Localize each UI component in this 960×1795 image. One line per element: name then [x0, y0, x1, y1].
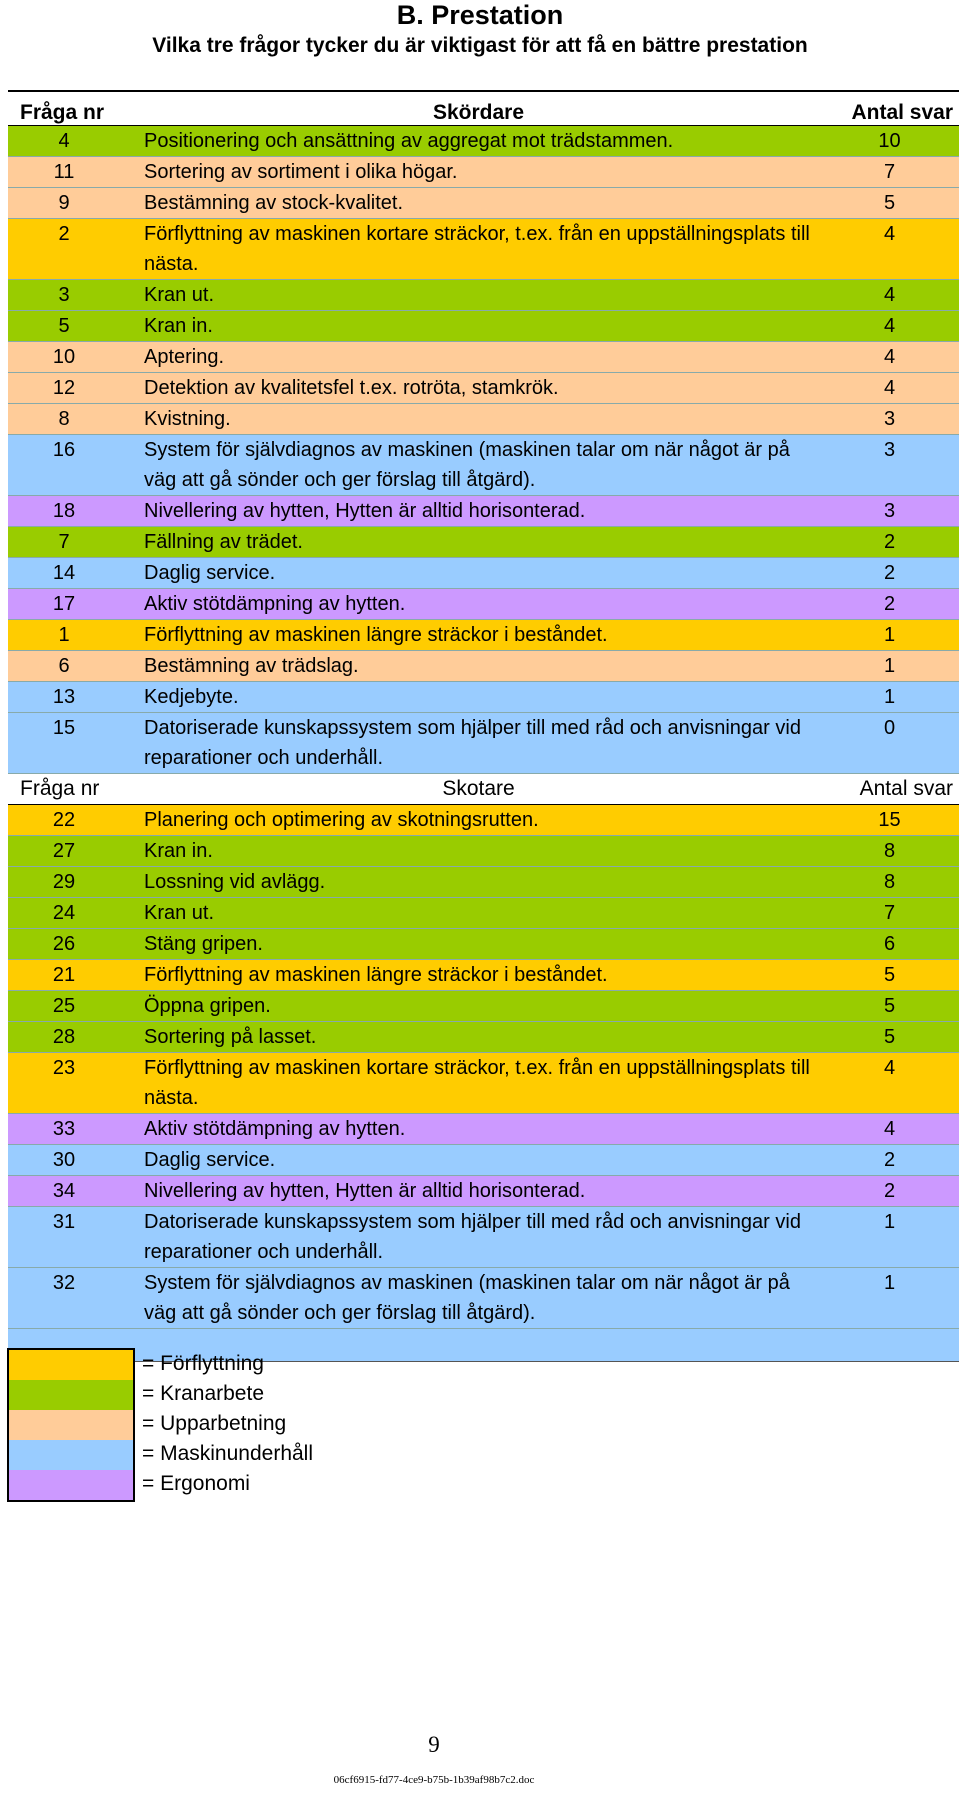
- table-row: [8, 527, 959, 558]
- question-nr: 21: [52, 964, 76, 986]
- question-text: Bestämning av stock-kvalitet.: [144, 192, 403, 214]
- question-nr: 18: [52, 500, 76, 522]
- question-text: Kran ut.: [144, 284, 215, 306]
- answer-count: 7: [883, 161, 896, 183]
- question-text: Planering och optimering av skotningsrutten.: [144, 809, 539, 831]
- question-nr: 14: [52, 562, 76, 584]
- question-text: Kvistning.: [144, 408, 231, 430]
- legend-swatches: [7, 1348, 135, 1502]
- question-text: Stäng gripen.: [144, 933, 263, 955]
- question-nr: 6: [58, 655, 70, 677]
- question-nr: 4: [58, 130, 70, 152]
- question-nr: 34: [52, 1180, 76, 1202]
- page-title: B. Prestation: [396, 0, 564, 30]
- answer-count: 5: [883, 192, 896, 214]
- question-text: Fällning av trädet.: [144, 531, 303, 553]
- answer-count: 15: [878, 809, 901, 831]
- question-text: Öppna gripen.: [144, 995, 271, 1017]
- answer-count: 8: [883, 840, 896, 862]
- question-nr: 2: [58, 223, 70, 245]
- question-nr: 29: [52, 871, 76, 893]
- answer-count: 2: [883, 1149, 896, 1171]
- table-row: [8, 126, 959, 157]
- question-text: Förflyttning av maskinen kortare sträckor, t.ex. från en uppställningsplats till nästa.: [144, 1057, 810, 1109]
- legend-label-forflyttning: = Förflyttning: [142, 1352, 264, 1375]
- answer-count: 1: [883, 1211, 896, 1233]
- answer-count: 3: [883, 439, 896, 461]
- question-text: Nivellering av hytten, Hytten är alltid horisonterad.: [144, 1180, 586, 1202]
- table-row: [8, 991, 959, 1022]
- table-row: [8, 157, 959, 188]
- question-nr: 10: [52, 346, 76, 368]
- table-row: [8, 898, 959, 929]
- question-nr: 26: [52, 933, 76, 955]
- question-text: Bestämning av trädslag.: [144, 655, 359, 677]
- question-text: System för självdiagnos av maskinen (maskinen talar om när något är på väg att gå sönder och ger förslag till åtgärd).: [144, 1272, 790, 1324]
- question-text: Sortering på lasset.: [144, 1026, 317, 1048]
- question-text: Kran in.: [144, 840, 213, 862]
- table-row: [8, 496, 959, 527]
- question-text: Detektion av kvalitetsfel t.ex. rotröta, stamkrök.: [144, 377, 559, 399]
- table-row: [8, 836, 959, 867]
- table-row: [8, 1268, 959, 1329]
- question-nr: 12: [52, 377, 76, 399]
- answer-count: 4: [883, 223, 896, 245]
- question-nr: 27: [52, 840, 76, 862]
- question-nr: 5: [58, 315, 70, 337]
- question-nr: 16: [52, 439, 76, 461]
- question-nr: 32: [52, 1272, 76, 1294]
- table-row: [8, 404, 959, 435]
- header-machine: Skotare: [442, 777, 515, 800]
- header-machine: Skördare: [432, 101, 525, 124]
- legend-swatch-kranarbete: [9, 1380, 133, 1410]
- legend-swatch-forflyttning: [9, 1350, 133, 1380]
- page-subtitle: Vilka tre frågor tycker du är viktigast för att få en bättre prestation: [152, 34, 808, 57]
- table-row: [8, 805, 959, 836]
- table-row: [8, 373, 959, 404]
- table-row: [8, 435, 959, 496]
- table-row: [8, 620, 959, 651]
- table-row: [8, 219, 959, 280]
- table-row: [8, 558, 959, 589]
- question-nr: 22: [52, 809, 76, 831]
- legend-label-maskinunderhall: = Maskinunderhåll: [142, 1442, 314, 1465]
- question-nr: 8: [58, 408, 70, 430]
- table-row: [8, 682, 959, 713]
- skotare-header: [8, 774, 959, 805]
- question-nr: 13: [52, 686, 76, 708]
- table-row: [8, 311, 959, 342]
- document-reference: 06cf6915-fd77-4ce9-b75b-1b39af98b7c2.doc: [333, 1774, 535, 1786]
- table-row: [8, 1207, 959, 1268]
- question-text: Daglig service.: [144, 1149, 276, 1171]
- table-row: [8, 1176, 959, 1207]
- table-row: [8, 1145, 959, 1176]
- table-row: [8, 589, 959, 620]
- answer-count: 2: [883, 1180, 896, 1202]
- table-row: [8, 1114, 959, 1145]
- legend-label-ergonomi: = Ergonomi: [142, 1472, 250, 1495]
- header-question-nr: Fråga nr: [20, 777, 100, 800]
- question-nr: 1: [58, 624, 70, 646]
- question-text: Aktiv stötdämpning av hytten.: [144, 593, 406, 615]
- question-nr: 28: [52, 1026, 76, 1048]
- table-row: [8, 960, 959, 991]
- answer-count: 2: [883, 593, 896, 615]
- answer-count: 10: [878, 130, 901, 152]
- header-question-nr: Fråga nr: [20, 101, 105, 124]
- header-answer-count: Antal svar: [851, 101, 953, 124]
- question-nr: 9: [58, 192, 70, 214]
- answer-count: 4: [883, 1118, 896, 1140]
- question-nr: 7: [58, 531, 70, 553]
- question-nr: 15: [52, 717, 76, 739]
- answer-count: 4: [883, 315, 896, 337]
- question-text: Nivellering av hytten, Hytten är alltid horisonterad.: [144, 500, 586, 522]
- answer-count: 1: [883, 1272, 896, 1294]
- answer-count: 5: [883, 995, 896, 1017]
- answer-count: 0: [883, 717, 896, 739]
- answer-count: 1: [883, 686, 896, 708]
- table-row: [8, 188, 959, 219]
- header-answer-count: Antal svar: [859, 777, 953, 800]
- answer-count: 2: [883, 562, 896, 584]
- question-text: Lossning vid avlägg.: [144, 871, 326, 893]
- page-number: 9: [428, 1732, 440, 1757]
- answer-count: 7: [883, 902, 896, 924]
- question-nr: 33: [52, 1118, 76, 1140]
- skotare-rows: [8, 805, 959, 1329]
- question-text: Förflyttning av maskinen längre sträckor i beståndet.: [144, 624, 608, 646]
- answer-count: 3: [883, 500, 896, 522]
- question-text: Positionering och ansättning av aggregat mot trädstammen.: [144, 130, 674, 152]
- answer-count: 4: [883, 1057, 896, 1079]
- answer-count: 4: [883, 346, 896, 368]
- question-text: Datoriserade kunskapssystem som hjälper till med råd och anvisningar vid reparationer och underhåll.: [144, 1211, 801, 1263]
- answer-count: 4: [883, 377, 896, 399]
- question-text: Aktiv stötdämpning av hytten.: [144, 1118, 406, 1140]
- question-nr: 17: [52, 593, 76, 615]
- question-nr: 25: [52, 995, 76, 1017]
- question-nr: 3: [58, 284, 70, 306]
- skordare-rows: [8, 126, 959, 774]
- question-text: System för självdiagnos av maskinen (maskinen talar om när något är på väg att gå sönder och ger förslag till åtgärd).: [144, 439, 790, 491]
- results-table: [8, 90, 959, 1362]
- legend-labels: [142, 1348, 313, 1498]
- answer-count: 1: [883, 655, 896, 677]
- answer-count: 2: [883, 531, 896, 553]
- question-text: Förflyttning av maskinen kortare sträckor, t.ex. från en uppställningsplats till nästa.: [144, 223, 810, 275]
- question-text: Kran in.: [144, 315, 213, 337]
- legend-swatch-ergonomi: [9, 1470, 133, 1500]
- table-row: [8, 342, 959, 373]
- table-row: [8, 651, 959, 682]
- question-text: Aptering.: [144, 346, 225, 368]
- skordare-header: [8, 90, 959, 126]
- answer-count: 1: [883, 624, 896, 646]
- legend-swatch-upparbetning: [9, 1410, 133, 1440]
- answer-count: 5: [883, 1026, 896, 1048]
- answer-count: 4: [883, 284, 896, 306]
- question-text: Förflyttning av maskinen längre sträckor i beståndet.: [144, 964, 608, 986]
- table-row: [8, 867, 959, 898]
- table-row: [8, 929, 959, 960]
- question-nr: 31: [52, 1211, 76, 1233]
- question-text: Kedjebyte.: [144, 686, 239, 708]
- table-row: [8, 713, 959, 774]
- table-row: [8, 280, 959, 311]
- question-nr: 24: [52, 902, 76, 924]
- answer-count: 3: [883, 408, 896, 430]
- question-text: Daglig service.: [144, 562, 276, 584]
- table-row: [8, 1022, 959, 1053]
- question-nr: 11: [53, 161, 75, 183]
- answer-count: 8: [883, 871, 896, 893]
- table-row: [8, 1053, 959, 1114]
- answer-count: 6: [883, 933, 896, 955]
- question-text: Kran ut.: [144, 902, 215, 924]
- legend-swatch-maskinunderhall: [9, 1440, 133, 1470]
- legend-label-upparbetning: = Upparbetning: [142, 1412, 287, 1435]
- question-text: Datoriserade kunskapssystem som hjälper till med råd och anvisningar vid reparationer och underhåll.: [144, 717, 801, 769]
- legend-label-kranarbete: = Kranarbete: [142, 1382, 265, 1405]
- question-nr: 23: [52, 1057, 76, 1079]
- answer-count: 5: [883, 964, 896, 986]
- question-text: Sortering av sortiment i olika högar.: [144, 161, 458, 183]
- question-nr: 30: [52, 1149, 76, 1171]
